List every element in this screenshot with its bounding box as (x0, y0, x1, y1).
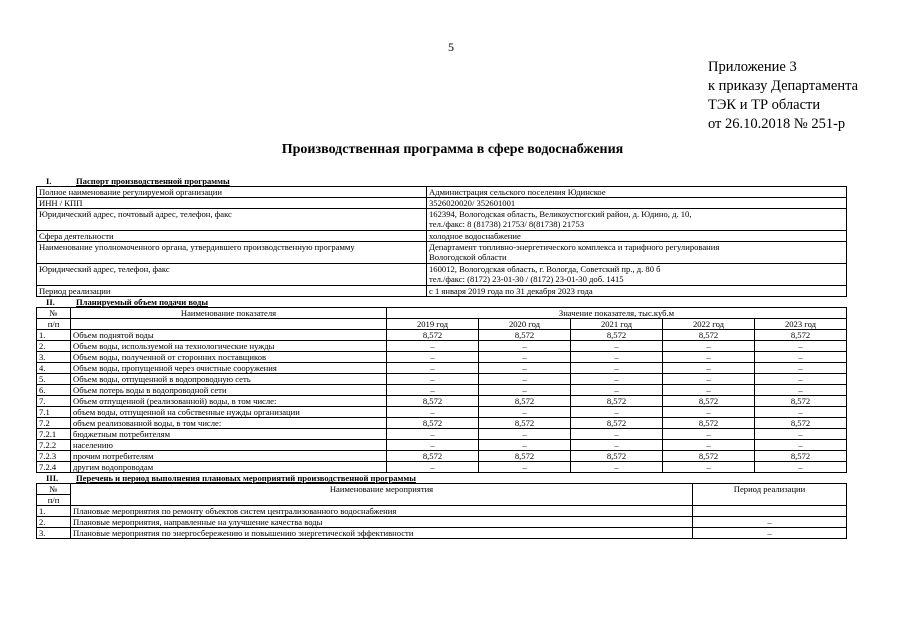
passport-label: Период реализации (37, 286, 427, 297)
measure-name: Плановые мероприятия по ремонту объектов систем централизованного водоснабжения (71, 506, 693, 517)
indicator-value: 8,572 (387, 396, 479, 407)
indicator-value: 8,572 (755, 418, 847, 429)
indicator-value: 8,572 (663, 451, 755, 462)
indicator-value: – (571, 429, 663, 440)
indicator-name: Объем воды, используемой на технологические нужды (71, 341, 387, 352)
col-header-name: Наименование мероприятия (71, 484, 693, 506)
indicator-value: 8,572 (663, 418, 755, 429)
passport-label: Сфера деятельности (37, 231, 427, 242)
indicator-value: – (755, 440, 847, 451)
appendix-block (708, 58, 858, 134)
indicator-value: 8,572 (571, 418, 663, 429)
document-title: Производственная программа в сфере водоснабжения (281, 142, 624, 157)
year-header: 2021 год (571, 319, 663, 330)
volume-row (37, 330, 847, 341)
indicator-value: – (479, 341, 571, 352)
passport-label: ИНН / КПП (37, 198, 427, 209)
measure-period (693, 506, 847, 517)
indicator-value: – (663, 363, 755, 374)
row-number: 3. (37, 528, 71, 539)
indicator-value: – (479, 385, 571, 396)
measure-period: – (693, 517, 847, 528)
indicator-value: – (663, 374, 755, 385)
indicator-value: 8,572 (571, 451, 663, 462)
col-header-values: Значение показателя, тыс.куб.м (387, 308, 847, 319)
section-number: II. (46, 297, 55, 307)
row-number: 6. (37, 385, 71, 396)
measures-table (36, 483, 847, 539)
row-number: 7.2.4 (37, 462, 71, 473)
row-number: 7.1 (37, 407, 71, 418)
volume-row (37, 418, 847, 429)
indicator-value: – (755, 407, 847, 418)
indicator-value: – (663, 440, 755, 451)
indicator-value: 8,572 (755, 330, 847, 341)
indicator-value: – (663, 429, 755, 440)
passport-row (37, 187, 847, 198)
appendix-line: от 26.10.2018 № 251-р (708, 116, 846, 132)
indicator-value: – (387, 429, 479, 440)
col-header-num-sub: п/п (37, 495, 71, 506)
row-number: 7.2.2 (37, 440, 71, 451)
page-number: 5 (448, 40, 454, 54)
volume-row (37, 440, 847, 451)
indicator-value: – (479, 352, 571, 363)
indicator-value: – (479, 429, 571, 440)
indicator-value: – (571, 385, 663, 396)
row-number: 1. (37, 330, 71, 341)
volume-row (37, 352, 847, 363)
volume-row (37, 374, 847, 385)
indicator-value: – (663, 462, 755, 473)
indicator-value: – (387, 352, 479, 363)
indicator-name: бюджетным потребителям (71, 429, 387, 440)
indicator-value: – (755, 462, 847, 473)
section-number: I. (46, 176, 52, 186)
measure-row (37, 528, 847, 539)
indicator-name: прочим потребителям (71, 451, 387, 462)
row-number: 7.2.1 (37, 429, 71, 440)
measure-name: Плановые мероприятия, направленные на улучшение качества воды (71, 517, 693, 528)
indicator-value: – (571, 462, 663, 473)
indicator-name: объем воды, отпущенной на собственные нужды организации (71, 407, 387, 418)
year-header: 2019 год (387, 319, 479, 330)
appendix-line: к приказу Департамента (708, 78, 859, 94)
indicator-name: Объем отпущенной (реализованной) воды, в том числе: (71, 396, 387, 407)
indicator-value: – (479, 363, 571, 374)
indicator-value: – (479, 374, 571, 385)
section-2-heading (36, 297, 847, 307)
indicator-value: – (387, 385, 479, 396)
passport-value-line: 3526020020/ 352601001 (429, 198, 516, 208)
indicator-value: – (571, 440, 663, 451)
passport-label: Юридический адрес, телефон, факс (37, 264, 427, 286)
volume-row (37, 429, 847, 440)
col-header-period: Период реализации (693, 484, 847, 506)
row-number: 5. (37, 374, 71, 385)
passport-label: Полное наименование регулируемой организации (37, 187, 427, 198)
passport-value (427, 286, 847, 297)
measure-period: – (693, 528, 847, 539)
year-header: 2022 год (663, 319, 755, 330)
volume-row (37, 407, 847, 418)
section-1-heading (36, 176, 847, 186)
passport-label: Наименование уполномоченного органа, утвердившего производственную программу (37, 242, 427, 264)
col-header-num: № (37, 308, 71, 319)
indicator-value: 8,572 (387, 418, 479, 429)
indicator-value: – (755, 385, 847, 396)
row-number: 4. (37, 363, 71, 374)
indicator-value: – (387, 440, 479, 451)
indicator-value: – (571, 374, 663, 385)
passport-value (427, 242, 847, 264)
passport-value (427, 231, 847, 242)
col-header-num: № (37, 484, 71, 495)
year-header: 2023 год (755, 319, 847, 330)
indicator-value: – (663, 352, 755, 363)
passport-row (37, 209, 847, 231)
passport-row (37, 231, 847, 242)
indicator-name: другим водопроводам (71, 462, 387, 473)
indicator-value: – (387, 341, 479, 352)
row-number: 2. (37, 517, 71, 528)
indicator-value: – (571, 407, 663, 418)
passport-value-line: Департамент топливно-энергетического комплекса и тарифного регулирования (429, 242, 720, 252)
measure-name: Плановые мероприятия по энергосбережению и повышению энергетической эффективности (71, 528, 693, 539)
passport-value-line: тел./факс: (8172) 23-01-30 / (8172) 23-01-30 доб. 1415 (429, 274, 624, 284)
passport-label: Юридический адрес, почтовый адрес, телефон, факс (37, 209, 427, 231)
indicator-value: – (755, 374, 847, 385)
col-header-name: Наименование показателя (71, 308, 387, 319)
volume-row (37, 462, 847, 473)
passport-table (36, 186, 847, 297)
measure-row (37, 506, 847, 517)
indicator-value: 8,572 (479, 396, 571, 407)
indicator-value: 8,572 (479, 451, 571, 462)
indicator-value: 8,572 (571, 396, 663, 407)
indicator-value: – (571, 352, 663, 363)
indicator-value: 8,572 (755, 396, 847, 407)
indicator-value: 8,572 (663, 396, 755, 407)
passport-row (37, 264, 847, 286)
indicator-value: 8,572 (387, 330, 479, 341)
passport-value (427, 264, 847, 286)
passport-value (427, 187, 847, 198)
passport-row (37, 198, 847, 209)
row-number: 1. (37, 506, 71, 517)
row-number: 2. (37, 341, 71, 352)
indicator-value: – (387, 374, 479, 385)
appendix-line: ТЭК и ТР области (708, 97, 821, 113)
indicator-name: Объем воды, отпущенной в водопроводную сеть (71, 374, 387, 385)
indicator-name: Объем воды, пропущенной через очистные сооружения (71, 363, 387, 374)
year-header: 2020 год (479, 319, 571, 330)
passport-value-line: 162394, Вологодская область, Великоустюгский район, д. Юдино, д. 10, (429, 209, 692, 219)
row-number: 3. (37, 352, 71, 363)
section-title: Перечень и период выполнения плановых мероприятий производственной программы (76, 473, 416, 483)
volume-row (37, 396, 847, 407)
volume-row (37, 341, 847, 352)
indicator-name: Объем воды, полученной от сторонних поставщиков (71, 352, 387, 363)
section-title: Планируемый объем подачи воды (76, 297, 209, 307)
passport-value-line: Вологодской области (429, 252, 507, 262)
row-number: 7.2.3 (37, 451, 71, 462)
indicator-value: – (755, 341, 847, 352)
passport-value-line: тел./факс: 8 (81738) 21753/ 8(81738) 21753 (429, 219, 585, 229)
indicator-name: Объем поднятой воды (71, 330, 387, 341)
indicator-value: – (479, 462, 571, 473)
measure-row (37, 517, 847, 528)
appendix-line: Приложение 3 (708, 59, 797, 75)
indicator-value: – (755, 429, 847, 440)
passport-value-line: холодное водоснабжение (429, 231, 521, 241)
indicator-name: Объем потерь воды в водопроводной сети (71, 385, 387, 396)
indicator-value: – (479, 407, 571, 418)
section-number: III. (46, 473, 59, 483)
col-header-empty (71, 319, 387, 330)
indicator-value: – (479, 440, 571, 451)
passport-row (37, 242, 847, 264)
passport-value-line: с 1 января 2019 года по 31 декабря 2023 года (429, 286, 593, 296)
passport-value-line: 160012, Вологодская область, г. Вологда, Советский пр., д. 80 б (429, 264, 661, 274)
indicator-value: – (387, 363, 479, 374)
indicator-value: – (571, 341, 663, 352)
indicator-value: – (755, 352, 847, 363)
indicator-value: 8,572 (479, 330, 571, 341)
indicator-value: 8,572 (755, 451, 847, 462)
section-3-heading (36, 473, 847, 483)
passport-value (427, 209, 847, 231)
indicator-value: – (663, 385, 755, 396)
passport-value (427, 198, 847, 209)
indicator-value: 8,572 (387, 451, 479, 462)
indicator-value: – (571, 363, 663, 374)
section-title: Паспорт производственной программы (76, 176, 230, 186)
indicator-value: – (663, 341, 755, 352)
passport-value-line: Администрация сельского поселения Юдинское (429, 187, 606, 197)
indicator-name: населению (71, 440, 387, 451)
volume-row (37, 363, 847, 374)
row-number: 7. (37, 396, 71, 407)
indicator-value: 8,572 (571, 330, 663, 341)
row-number: 7.2 (37, 418, 71, 429)
passport-row (37, 286, 847, 297)
volume-row (37, 385, 847, 396)
indicator-value: 8,572 (663, 330, 755, 341)
document-body (36, 176, 847, 539)
water-volume-table (36, 307, 847, 473)
indicator-value: – (387, 462, 479, 473)
indicator-value: – (663, 407, 755, 418)
indicator-name: объем реализованной воды, в том числе: (71, 418, 387, 429)
indicator-value: – (387, 407, 479, 418)
indicator-value: 8,572 (479, 418, 571, 429)
col-header-num-sub: п/п (37, 319, 71, 330)
indicator-value: – (755, 363, 847, 374)
volume-row (37, 451, 847, 462)
